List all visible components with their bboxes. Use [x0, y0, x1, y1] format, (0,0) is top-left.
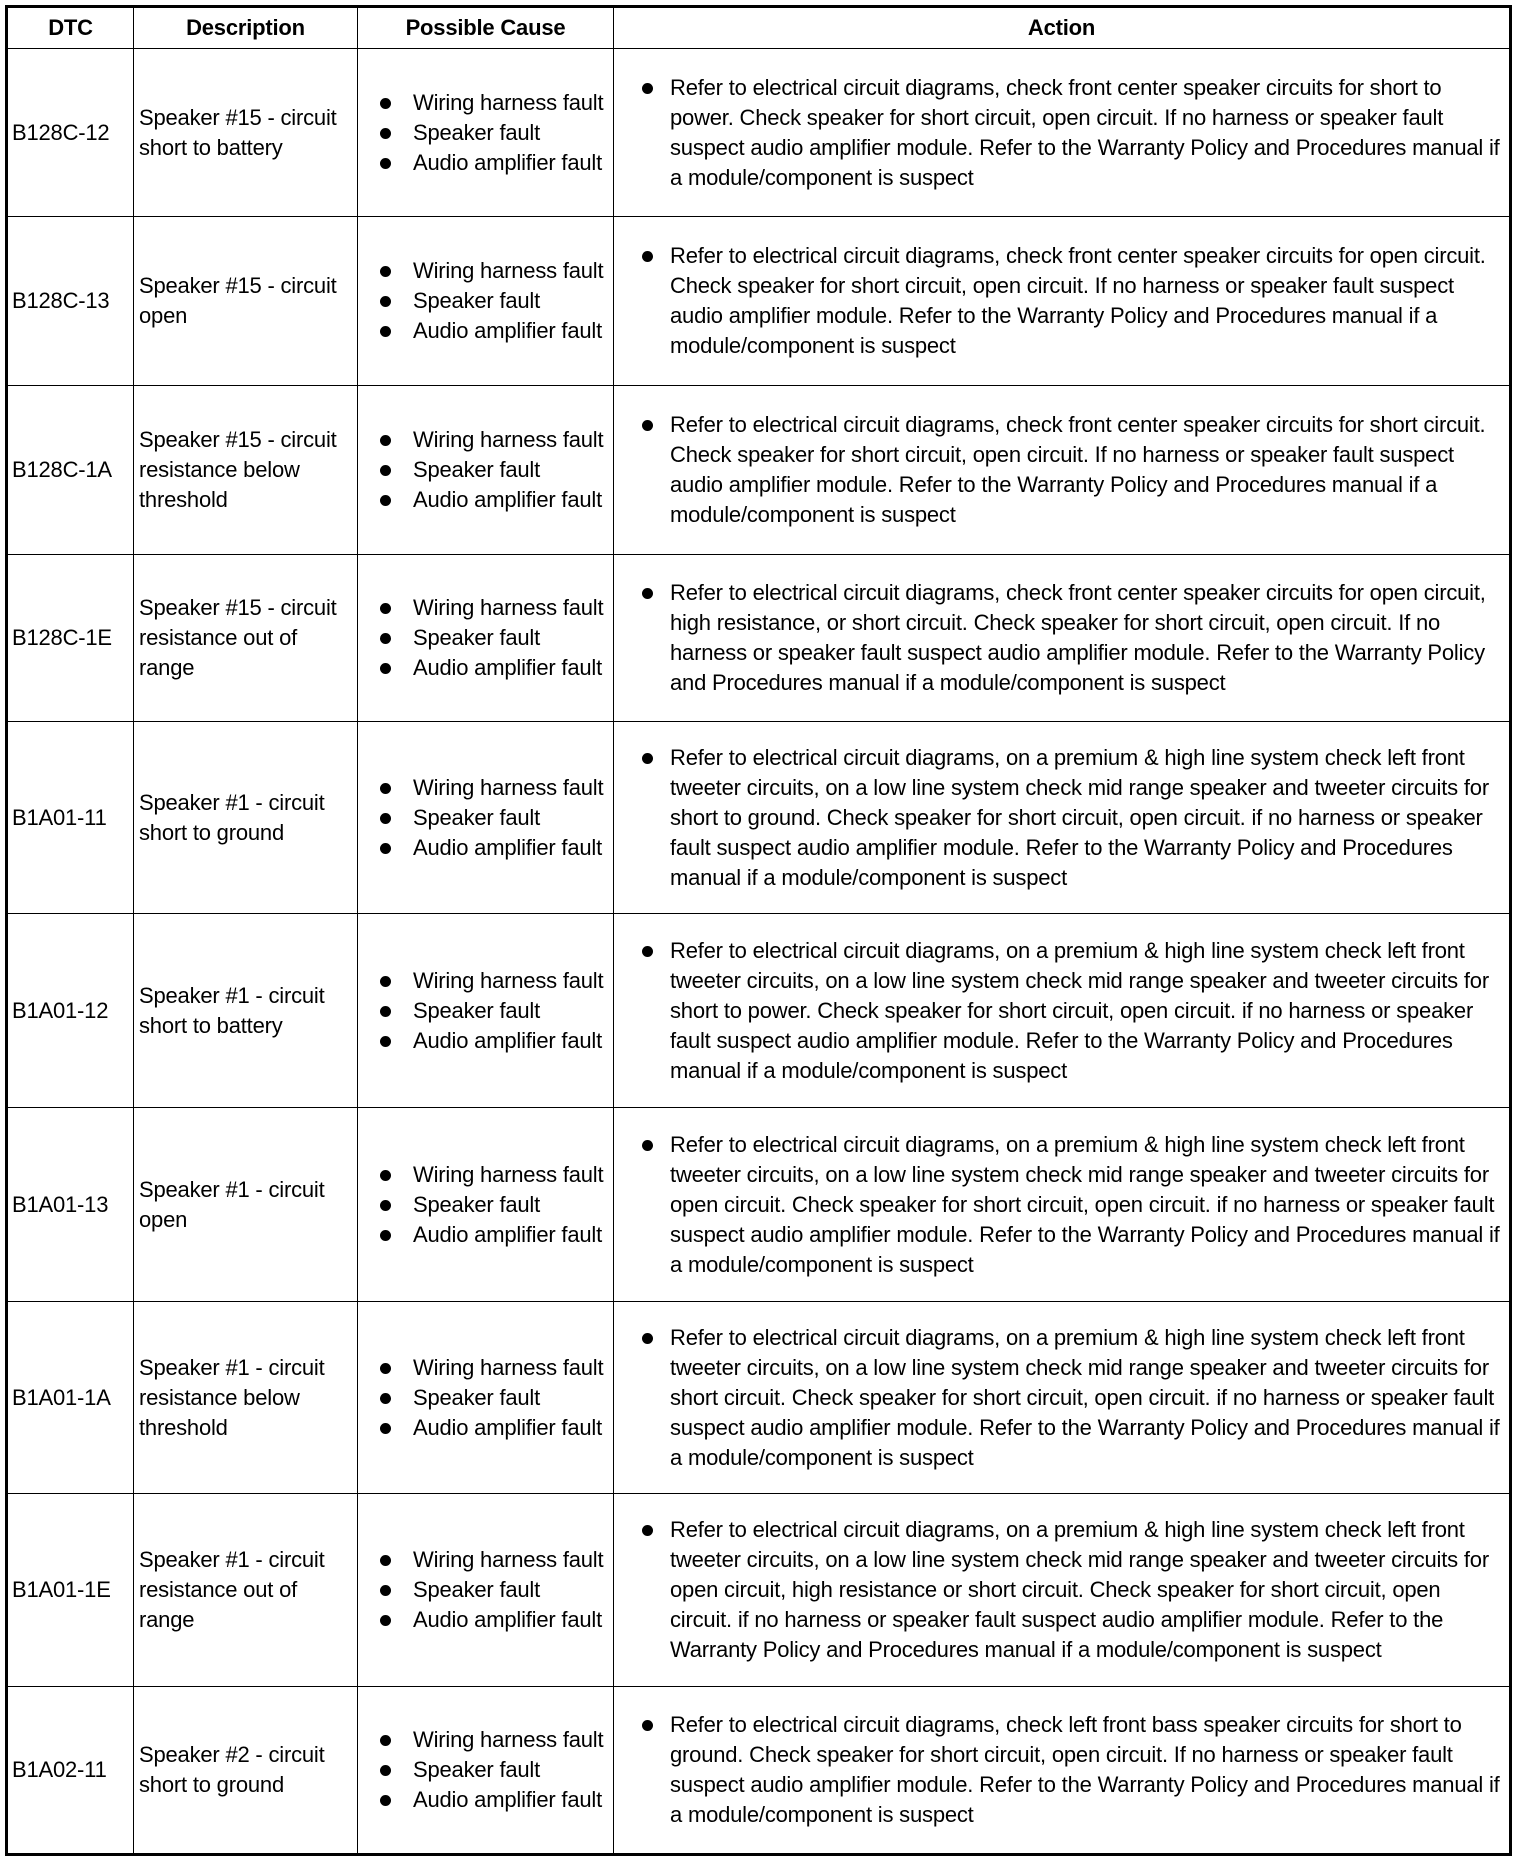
- bullet-icon: [642, 1333, 653, 1344]
- table-row: [7, 49, 1511, 217]
- cause-text: Wiring harness fault: [413, 1727, 604, 1752]
- description: Speaker #1 - circuit resistance out of range: [134, 1494, 358, 1687]
- header-dtc: DTC: [7, 7, 134, 49]
- cause-item: [358, 1413, 613, 1443]
- header-row: [7, 7, 1511, 49]
- cause-list: [358, 1725, 613, 1815]
- bullet-icon: [380, 1615, 391, 1626]
- cause-text: Audio amplifier fault: [413, 318, 603, 343]
- cause-list: [358, 593, 613, 683]
- cause-item: [358, 966, 613, 996]
- possible-causes: [358, 386, 614, 555]
- possible-causes: [358, 914, 614, 1108]
- cause-item: [358, 1220, 613, 1250]
- action: [614, 1108, 1511, 1302]
- action-text: Refer to electrical circuit diagrams, on a premium & high line system check left front tweeter circuits, on a low line system check mid range speaker and tweeter circuits for open circuit, high resistance or short circuit. Check speaker for short circuit, open circuit. if no harness or speaker fault suspect audio amplifier module. Refer to the Warranty Policy and Procedures manual if a module/component is suspect: [670, 1517, 1489, 1662]
- cause-text: Wiring harness fault: [413, 967, 604, 993]
- action: [614, 386, 1511, 555]
- cause-text: Wiring harness fault: [413, 595, 604, 620]
- cause-item: [358, 803, 613, 833]
- bullet-icon: [642, 83, 653, 94]
- description: Speaker #15 - circuit short to battery: [134, 49, 358, 217]
- bullet-icon: [380, 663, 391, 674]
- table-row: [7, 1302, 1511, 1494]
- cause-text: Wiring harness fault: [413, 1547, 604, 1572]
- action-text: Refer to electrical circuit diagrams, check front center speaker circuits for short circuit. Check speaker for short circuit, open circuit. If no harness or speaker fault suspect audio amplifier module. Refer to the Warranty Policy and Procedures manual if a module/component is suspect: [670, 412, 1486, 527]
- possible-causes: [358, 1108, 614, 1302]
- bullet-icon: [380, 266, 391, 277]
- dtc-code: B128C-1A: [7, 386, 134, 555]
- cause-item: [358, 88, 613, 118]
- bullet-icon: [642, 946, 653, 957]
- action-text: Refer to electrical circuit diagrams, on a premium & high line system check left front tweeter circuits, on a low line system check mid range speaker and tweeter circuits for short to power. Check speaker for short circuit, open circuit. if no harness or speaker fault suspect audio amplifier module. Refer to the Warranty Policy and Procedures manual if a module/component is suspect: [670, 937, 1489, 1083]
- possible-causes: [358, 722, 614, 914]
- cause-item: [358, 593, 613, 623]
- bullet-icon: [380, 1230, 391, 1241]
- cause-text: Audio amplifier fault: [413, 655, 603, 680]
- action-text: Refer to electrical circuit diagrams, on a premium & high line system check left front tweeter circuits, on a low line system check mid range speaker and tweeter circuits for short circuit. Check speaker for short circuit, open circuit. if no harness or speaker fault suspect audio amplifier module. Refer to the Warranty Policy and Procedures manual if a module/component is suspect: [670, 1324, 1500, 1470]
- cause-list: [358, 1160, 613, 1250]
- cause-list: [358, 425, 613, 515]
- cause-item: [358, 1383, 613, 1413]
- action: [614, 1302, 1511, 1494]
- action-text: Refer to electrical circuit diagrams, on a premium & high line system check left front tweeter circuits, on a low line system check mid range speaker and tweeter circuits for open circuit. Check speaker for short circuit, open circuit. if no harness or speaker fault suspect audio amplifier module. Refer to the Warranty Policy and Procedures manual if a module/component is suspect: [670, 1131, 1500, 1277]
- cause-text: Wiring harness fault: [413, 427, 604, 452]
- cause-item: [358, 118, 613, 148]
- cause-item: [358, 256, 613, 286]
- action-list: [614, 743, 1509, 893]
- bullet-icon: [380, 813, 391, 824]
- dtc-code: B128C-1E: [7, 555, 134, 722]
- description: Speaker #15 - circuit open: [134, 217, 358, 386]
- action-item: [614, 936, 1509, 1086]
- table-row: [7, 914, 1511, 1108]
- bullet-icon: [642, 420, 653, 431]
- cause-item: [358, 773, 613, 803]
- cause-text: Audio amplifier fault: [413, 1414, 603, 1440]
- bullet-icon: [380, 1393, 391, 1404]
- bullet-icon: [380, 1200, 391, 1211]
- cause-text: Speaker fault: [413, 119, 541, 145]
- cause-item: [358, 1190, 613, 1220]
- cause-item: [358, 455, 613, 485]
- cause-item: [358, 316, 613, 346]
- description: Speaker #15 - circuit resistance out of range: [134, 555, 358, 722]
- cause-item: [358, 1605, 613, 1635]
- cause-list: [358, 966, 613, 1056]
- action-text: Refer to electrical circuit diagrams, check front center speaker circuits for open circuit, high resistance, or short circuit. Check speaker for short circuit, open circuit. If no harness or speaker fault suspect audio amplifier module. Refer to the Warranty Policy and Procedures manual if a module/component is suspect: [670, 580, 1486, 695]
- cause-item: [358, 148, 613, 178]
- action-item: [614, 1323, 1509, 1473]
- bullet-icon: [380, 1363, 391, 1374]
- description: Speaker #1 - circuit open: [134, 1108, 358, 1302]
- action-item: [614, 1710, 1509, 1830]
- bullet-icon: [642, 251, 653, 262]
- bullet-icon: [380, 633, 391, 644]
- bullet-icon: [642, 1720, 653, 1731]
- cause-text: Speaker fault: [413, 457, 541, 482]
- bullet-icon: [380, 783, 391, 794]
- cause-item: [358, 1160, 613, 1190]
- cause-text: Speaker fault: [413, 625, 541, 650]
- bullet-icon: [380, 296, 391, 307]
- cause-text: Audio amplifier fault: [413, 1027, 603, 1053]
- table-row: [7, 1108, 1511, 1302]
- action-item: [614, 410, 1509, 530]
- cause-text: Speaker fault: [413, 1757, 541, 1782]
- bullet-icon: [380, 1585, 391, 1596]
- table-row: [7, 722, 1511, 914]
- bullet-icon: [380, 1795, 391, 1806]
- cause-text: Audio amplifier fault: [413, 1221, 603, 1247]
- action-item: [614, 743, 1509, 893]
- action-list: [614, 578, 1509, 698]
- possible-causes: [358, 1494, 614, 1687]
- table-row: [7, 386, 1511, 555]
- cause-list: [358, 1353, 613, 1443]
- action-list: [614, 1323, 1509, 1473]
- bullet-icon: [380, 1423, 391, 1434]
- action-list: [614, 410, 1509, 530]
- bullet-icon: [380, 843, 391, 854]
- dtc-code: B1A01-13: [7, 1108, 134, 1302]
- action: [614, 217, 1511, 386]
- action-text: Refer to electrical circuit diagrams, on a premium & high line system check left front tweeter circuits, on a low line system check mid range speaker and tweeter circuits for short to ground. Check speaker for short circuit, open circuit. if no harness or speaker fault suspect audio amplifier module. Refer to the Warranty Policy and Procedures manual if a module/component is suspect: [670, 744, 1489, 890]
- cause-list: [358, 1545, 613, 1635]
- cause-text: Wiring harness fault: [413, 89, 604, 115]
- header-description: Description: [134, 7, 358, 49]
- action-item: [614, 1515, 1509, 1665]
- possible-causes: [358, 49, 614, 217]
- bullet-icon: [380, 976, 391, 987]
- cause-text: Speaker fault: [413, 288, 541, 313]
- action-list: [614, 1515, 1509, 1665]
- cause-list: [358, 256, 613, 346]
- cause-item: [358, 623, 613, 653]
- cause-text: Audio amplifier fault: [413, 487, 603, 512]
- cause-item: [358, 1785, 613, 1815]
- dtc-code: B1A01-12: [7, 914, 134, 1108]
- cause-text: Audio amplifier fault: [413, 149, 603, 175]
- action: [614, 555, 1511, 722]
- table-row: [7, 1687, 1511, 1855]
- bullet-icon: [642, 1525, 653, 1536]
- cause-text: Speaker fault: [413, 1191, 541, 1217]
- cause-item: [358, 1545, 613, 1575]
- cause-item: [358, 996, 613, 1026]
- action-text: Refer to electrical circuit diagrams, check front center speaker circuits for open circuit. Check speaker for short circuit, open circuit. If no harness or speaker fault suspect audio amplifier module. Refer to the Warranty Policy and Procedures manual if a module/component is suspect: [670, 243, 1486, 358]
- cause-item: [358, 833, 613, 863]
- bullet-icon: [380, 128, 391, 139]
- dtc-code: B1A02-11: [7, 1687, 134, 1855]
- dtc-table: [5, 5, 1512, 1856]
- cause-item: [358, 1755, 613, 1785]
- action: [614, 914, 1511, 1108]
- cause-text: Speaker fault: [413, 1384, 541, 1410]
- cause-text: Wiring harness fault: [413, 258, 604, 283]
- cause-text: Wiring harness fault: [413, 1354, 604, 1380]
- cause-text: Wiring harness fault: [413, 1161, 604, 1187]
- description: Speaker #2 - circuit short to ground: [134, 1687, 358, 1855]
- cause-text: Speaker fault: [413, 804, 541, 830]
- bullet-icon: [380, 1036, 391, 1047]
- dtc-code: B1A01-1E: [7, 1494, 134, 1687]
- cause-text: Audio amplifier fault: [413, 1607, 603, 1632]
- header-action: Action: [614, 7, 1511, 49]
- action: [614, 49, 1511, 217]
- action: [614, 1494, 1511, 1687]
- action: [614, 722, 1511, 914]
- action: [614, 1687, 1511, 1855]
- cause-item: [358, 1026, 613, 1056]
- description: Speaker #1 - circuit short to battery: [134, 914, 358, 1108]
- possible-causes: [358, 217, 614, 386]
- bullet-icon: [380, 1555, 391, 1566]
- action-item: [614, 1130, 1509, 1280]
- action-list: [614, 936, 1509, 1086]
- action-list: [614, 1710, 1509, 1830]
- description: Speaker #1 - circuit resistance below threshold: [134, 1302, 358, 1494]
- bullet-icon: [380, 158, 391, 169]
- bullet-icon: [642, 753, 653, 764]
- possible-causes: [358, 555, 614, 722]
- cause-text: Wiring harness fault: [413, 774, 604, 800]
- cause-text: Speaker fault: [413, 997, 541, 1023]
- cause-item: [358, 1575, 613, 1605]
- description: Speaker #15 - circuit resistance below threshold: [134, 386, 358, 555]
- cause-item: [358, 485, 613, 515]
- bullet-icon: [380, 1170, 391, 1181]
- table-row: [7, 217, 1511, 386]
- bullet-icon: [380, 1006, 391, 1017]
- bullet-icon: [380, 465, 391, 476]
- table-row: [7, 555, 1511, 722]
- cause-item: [358, 1725, 613, 1755]
- dtc-code: B1A01-1A: [7, 1302, 134, 1494]
- cause-item: [358, 286, 613, 316]
- cause-list: [358, 773, 613, 863]
- table-row: [7, 1494, 1511, 1687]
- action-item: [614, 241, 1509, 361]
- dtc-code: B1A01-11: [7, 722, 134, 914]
- bullet-icon: [380, 326, 391, 337]
- cause-text: Audio amplifier fault: [413, 834, 603, 860]
- dtc-code: B128C-13: [7, 217, 134, 386]
- bullet-icon: [642, 588, 653, 599]
- action-list: [614, 241, 1509, 361]
- action-list: [614, 1130, 1509, 1280]
- header-possible-cause: Possible Cause: [358, 7, 614, 49]
- description: Speaker #1 - circuit short to ground: [134, 722, 358, 914]
- action-list: [614, 73, 1509, 193]
- bullet-icon: [380, 98, 391, 109]
- possible-causes: [358, 1302, 614, 1494]
- bullet-icon: [380, 1735, 391, 1746]
- bullet-icon: [380, 435, 391, 446]
- cause-text: Audio amplifier fault: [413, 1787, 603, 1812]
- bullet-icon: [380, 1765, 391, 1776]
- bullet-icon: [642, 1140, 653, 1151]
- action-item: [614, 73, 1509, 193]
- action-item: [614, 578, 1509, 698]
- cause-item: [358, 425, 613, 455]
- cause-item: [358, 1353, 613, 1383]
- bullet-icon: [380, 603, 391, 614]
- dtc-code: B128C-12: [7, 49, 134, 217]
- possible-causes: [358, 1687, 614, 1855]
- cause-item: [358, 653, 613, 683]
- cause-text: Speaker fault: [413, 1577, 541, 1602]
- cause-list: [358, 88, 613, 178]
- bullet-icon: [380, 495, 391, 506]
- action-text: Refer to electrical circuit diagrams, check left front bass speaker circuits for short to ground. Check speaker for short circuit, open circuit. If no harness or speaker fault suspect audio amplifier module. Refer to the Warranty Policy and Procedures manual if a module/component is suspect: [670, 1712, 1500, 1827]
- action-text: Refer to electrical circuit diagrams, check front center speaker circuits for short to power. Check speaker for short circuit, open circuit. If no harness or speaker fault suspect audio amplifier module. Refer to the Warranty Policy and Procedures manual if a module/component is suspect: [670, 74, 1500, 190]
